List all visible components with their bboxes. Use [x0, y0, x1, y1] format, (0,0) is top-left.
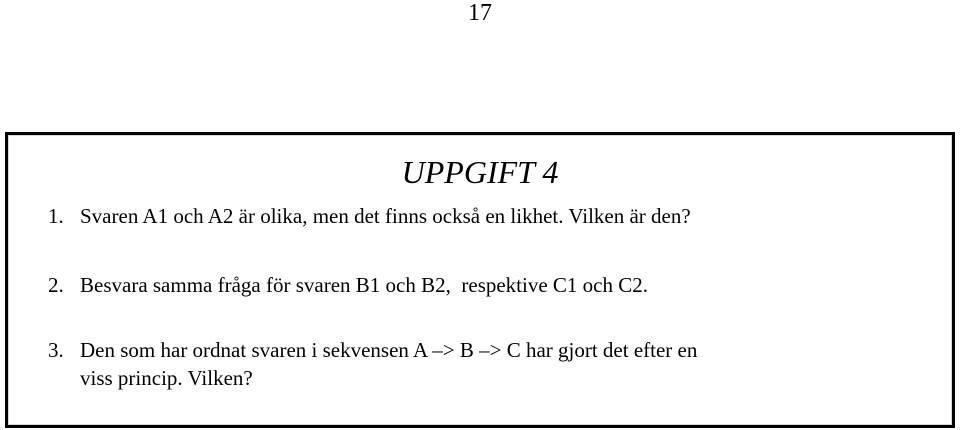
question-3-number: 3.: [48, 338, 64, 362]
question-2-number: 2.: [48, 273, 64, 297]
question-1-text: Svaren A1 och A2 är olika, men det finns också en likhet. Vilken är den?: [80, 204, 691, 228]
question-2-text: Besvara samma fråga för svaren B1 och B2, respektive C1 och C2.: [80, 273, 649, 297]
question-3-text-line-1: Den som har ordnat svaren i sekvensen A –> B –> C har gjort det efter en: [80, 338, 698, 362]
task-title: UPPGIFT 4: [401, 154, 559, 190]
question-3-text-line-2: viss princip. Vilken?: [80, 366, 253, 390]
page-number: 17: [468, 0, 492, 26]
question-1-number: 1.: [48, 204, 64, 228]
